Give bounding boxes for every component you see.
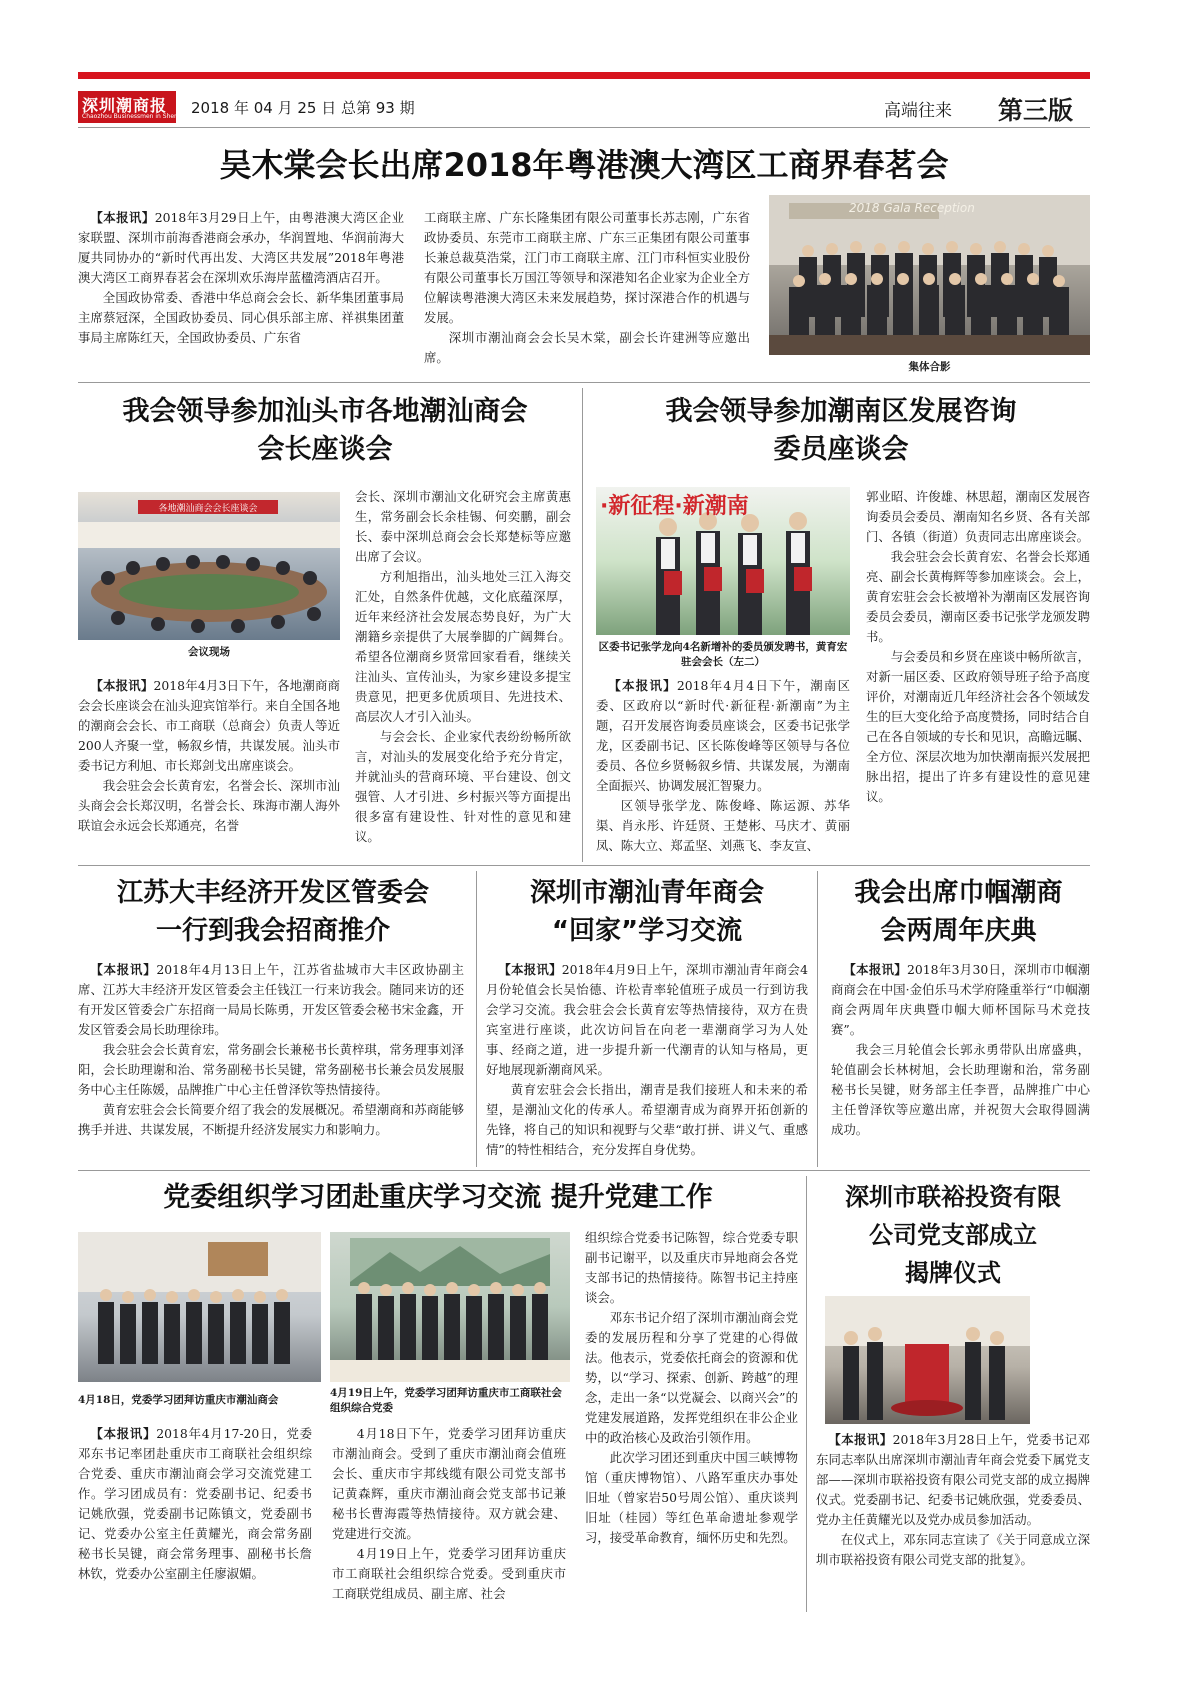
article-7-caption-1: 4月18日，党委学习团拜访重庆市潮汕商会 xyxy=(78,1394,279,1406)
masthead xyxy=(78,91,1090,123)
chongqing-visit-photo-1 xyxy=(78,1232,321,1382)
article-1-col-1 xyxy=(78,208,404,348)
article-7-para-6: 此次学习团还到重庆中国三峡博物馆（重庆博物馆）、八路军重庆办事处旧址（曾家岩50号周公馆）、重庆谈判旧址（桂园）等红色革命遗址参观学习，接受革命教育，缅怀历史和先烈。 xyxy=(585,1450,798,1545)
masthead-rule xyxy=(78,127,1090,128)
ceremony-photo-illustration xyxy=(825,1296,1030,1424)
article-5-tag: 【本报讯】 xyxy=(498,962,562,977)
article-8-para-2: 在仪式上，邓东同志宣读了《关于同意成立深圳市联裕投资有限公司党支部的批复》。 xyxy=(816,1532,1090,1567)
article-6-tag: 【本报讯】 xyxy=(843,962,907,977)
article-2-meeting-photo xyxy=(78,492,340,640)
article-8-ceremony-photo xyxy=(825,1296,1030,1424)
article-7-headline: 党委组织学习团赴重庆学习交流 提升党建工作 xyxy=(163,1182,713,1213)
article-7-col-1 xyxy=(78,1424,312,1584)
article-7-para-1: 【本报讯】2018年4月17-20日，党委邓东书记率团赴重庆市工商联社会组织综合党委、重庆市潮汕商会学习交流党建工作。学习团成员有：党委副书记、纪委书记姚欣强，党委副书记陈镇文，党委副书记、党委办公室主任黄耀光，商会常务副秘书长吴键，商会常务理事、副秘书长詹林钦，党委办公室副主任廖淑媚。 xyxy=(78,1426,313,1581)
article-7-caption-2: 4月19日上午，党委学习团拜访重庆市工商联社会组织综合党委 xyxy=(330,1387,562,1414)
paper-subtitle: Chaozhou Businessmen in Shenzhen xyxy=(82,113,193,120)
article-7-photo-2 xyxy=(330,1232,570,1382)
article-1-caption: 集体合影 xyxy=(908,361,951,373)
article-7-col-2 xyxy=(332,1424,566,1604)
article-8-headline: 深圳市联裕投资有限 公司党支部成立 揭牌仪式 xyxy=(845,1183,1061,1287)
article-2-headline: 我会领导参加汕头市各地潮汕商会 会长座谈会 xyxy=(122,396,528,465)
meeting-photo-illustration xyxy=(78,492,340,640)
article-2-para-2: 我会驻会会长黄育宏，名誉会长、深圳市汕头商会会长郑汉明，名誉会长、珠海市潮人海外联谊会永远会长郑通亮，名誉 xyxy=(78,778,340,833)
article-3-headline: 我会领导参加潮南区发展咨询 委员座谈会 xyxy=(665,396,1017,465)
article-3-para-4: 我会驻会会长黄育宏、名誉会长郑通亮、副会长黄梅辉等参加座谈会。会上，黄育宏驻会会长被增补为潮南区发展咨询委员会委员，潮南区委书记张学龙颁发聘书。 xyxy=(866,549,1090,644)
article-1-para-4: 深圳市潮汕商会会长吴木棠，副会长许建洲等应邀出席。 xyxy=(424,330,750,365)
article-2-para-3: 会长、深圳市潮汕文化研究会主席黄惠生，常务副会长余桂锡、何奕鹏，副会长、泰中深圳总商会会长郑楚标等应邀出席了会议。 xyxy=(355,489,571,564)
article-5-para-1: 【本报讯】2018年4月9日上午，深圳市潮汕青年商会4月份轮值会长吴怡德、许松青率轮值班子成员一行到访我会学习交流。我会驻会会长黄育宏等热情接待，双方在贵宾室进行座谈，此次访问旨在向老一辈潮商学习为人处事、经商之道，进一步提升新一代潮青的认知与格局，更好地展现新潮商风采。 xyxy=(486,962,808,1077)
group-photo-illustration xyxy=(769,195,1090,355)
masthead-red-bar xyxy=(78,72,1090,79)
article-3-para-1: 【本报讯】2018年4月4日下午，潮南区委、区政府以“新时代·新征程·新潮南”为主题，召开发展咨询委员座谈会，区委书记张学龙，区委副书记、区长陈俊峰等区领导与各位委员、各位乡贤畅叙乡情、共谋发展，为潮南全面振兴、协调发展汇智聚力。 xyxy=(596,678,850,793)
article-6-para-1: 【本报讯】2018年3月30日，深圳市巾帼潮商商会在中国·金伯乐马术学府隆重举行“巾帼潮商会两周年庆典暨巾帼大师杯国际马术竞技赛”。 xyxy=(831,962,1091,1037)
article-7-para-2: 4月18日下午，党委学习团拜访重庆市潮汕商会。受到了重庆市潮汕商会值班会长、重庆市宇邦线缆有限公司党支部书记黄森辉，重庆市潮汕商会党支部书记兼秘书长曹海霞等热情接待。双方就会建、党建进行交流。 xyxy=(332,1426,566,1541)
article-8-tag: 【本报讯】 xyxy=(828,1432,893,1447)
article-8-body xyxy=(816,1430,1090,1570)
article-5-headline: 深圳市潮汕青年商会 “回家”学习交流 xyxy=(529,878,764,946)
article-3-para-3: 郭业昭、许俊雄、林思超，潮南区发展咨询委员会委员、潮南知名乡贤、各有关部门、各镇（街道）负责同志出席座谈会。 xyxy=(866,489,1090,544)
article-3-para-2: 区领导张学龙、陈俊峰、陈运源、苏华渠、肖永彤、许廷贤、王楚彬、马庆才、黄丽凤、陈大立、郑孟坚、刘燕飞、李友宣、 xyxy=(596,798,850,853)
article-1-photo-banner: 2018 Gala Reception xyxy=(849,201,975,215)
article-4-para-1: 【本报讯】2018年4月13日上午，江苏省盐城市大丰区政协副主席、江苏大丰经济开发区管委会主任钱江一行来访我会。随同来访的还有开发区管委会广东招商一局局长陈勇，开发区管委会秘书宋金鑫，开发区管委会局长助理徐玮。 xyxy=(78,962,465,1037)
article-4-body xyxy=(78,960,464,1140)
article-7-tag: 【本报讯】 xyxy=(90,1426,157,1441)
chongqing-visit-photo-2 xyxy=(330,1232,570,1382)
article-3-col-1 xyxy=(596,676,850,856)
column-divider-5-6 xyxy=(817,871,818,1167)
article-2-col-1 xyxy=(78,676,340,836)
article-2-caption: 会议现场 xyxy=(188,646,230,658)
article-4-tag: 【本报讯】 xyxy=(90,962,157,977)
article-4-para-2: 我会驻会会长黄育宏，常务副会长兼秘书长黄梓琪，常务理事刘泽阳，会长助理谢和治、常务副秘书长吴键，常务副秘书长兼会员发展服务中心主任陈媛，品牌推广中心主任曾泽钦等热情接待。 xyxy=(78,1042,464,1097)
article-3-caption: 区委书记张学龙向4名新增补的委员颁发聘书，黄育宏驻会会长（左二） xyxy=(598,641,848,668)
article-3-tag: 【本报讯】 xyxy=(608,678,677,693)
paper-logo xyxy=(78,91,193,123)
divider-1 xyxy=(78,382,1090,383)
article-6-headline: 我会出席巾帼潮商 会两周年庆典 xyxy=(854,878,1063,946)
column-divider-2-3 xyxy=(582,388,583,862)
section-name: 高端往来 xyxy=(884,101,952,121)
article-1-para-2: 全国政协常委、香港中华总商会会长、新华集团董事局主席蔡冠深，全国政协委员、同心俱乐部主席、祥祺集团董事局主席陈红天，全国政协委员、广东省 xyxy=(78,290,404,345)
article-4-headline: 江苏大丰经济开发区管委会 一行到我会招商推介 xyxy=(116,878,429,946)
article-7-para-4: 组织综合党委书记陈智，综合党委专职副书记谢平，以及重庆市异地商会各党支部书记的热情接待。陈智书记主持座谈会。 xyxy=(585,1230,798,1305)
divider-3 xyxy=(78,1170,1090,1171)
article-7-para-5: 邓东书记介绍了深圳市潮汕商会党委的发展历程和分享了党建的心得做法。他表示，党委依托商会的资源和优势，以“学习、探索、创新、跨越”的理念，走出一条“以党凝会、以商兴会”的党建发展道路，发挥党组织在非公企业中的政治核心及政治引领作用。 xyxy=(585,1310,798,1445)
article-2-photo-banner: 各地潮汕商会会长座谈会 xyxy=(158,504,258,514)
article-2-para-1: 【本报讯】2018年4月3日下午，各地潮商商会会长座谈会在汕头迎宾馆举行。来自全国各地的潮商会会长、市工商联（总商会）负责人等近200人齐聚一堂，畅叙乡情，共谋发展。汕头市委书记方利旭、市长郑剑戈出席座谈会。 xyxy=(78,678,340,773)
divider-2 xyxy=(78,865,1090,866)
article-7-para-3: 4月19日上午，党委学习团拜访重庆市工商联社会组织综合党委。受到重庆市工商联党组成员、副主席、社会 xyxy=(332,1546,566,1601)
article-8-para-1: 【本报讯】2018年3月28日上午，党委书记邓东同志率队出席深圳市潮汕青年商会党委下属党支部——深圳市联裕投资有限公司党支部的成立揭牌仪式。党委副书记、纪委书记姚欣强，党委委员、党办主任黄耀光以及党办成员参加活动。 xyxy=(816,1432,1091,1527)
article-3-para-5: 与会委员和乡贤在座谈中畅所欲言，对新一届区委、区政府领导班子给予高度评价，对潮南近几年经济社会各个领域发生的巨大变化给予高度赞扬，同时结合自己在各自领域的专长和见识，高瞻远瞩、全方位、深层次地为加快潮南振兴发展把脉出招，提出了许多有建设性的意见建议。 xyxy=(866,649,1090,804)
page-number: 第三版 xyxy=(998,96,1074,125)
article-1-group-photo xyxy=(769,195,1090,355)
article-1-tag: 【本报讯】 xyxy=(90,210,155,225)
article-4-para-3: 黄育宏驻会会长简要介绍了我会的发展概况。希望潮商和苏商能够携手并进、共谋发展，不断提升经济发展实力和影响力。 xyxy=(78,1102,464,1137)
article-1-headline: 吴木棠会长出席2018年粤港澳大湾区工商界春茗会 xyxy=(219,146,949,184)
article-2-para-5: 与会会长、企业家代表纷纷畅所欲言，对汕头的发展变化给予充分肯定，并就汕头的营商环境、平台建设、创文强管、人才引进、乡村振兴等方面提出很多富有建设性、针对性的意见和建议。 xyxy=(355,729,571,844)
article-5-body xyxy=(486,960,808,1160)
article-1-para-1: 【本报讯】2018年3月29日上午，由粤港澳大湾区企业家联盟、深圳市前海香港商会承办，华润置地、华润前海大厦共同协办的“新时代再出发、大湾区共发展”2018年粤港澳大湾区工商界春茗会在深圳欢乐海岸蓝楹湾酒店召开。 xyxy=(78,210,405,285)
article-1-col-2 xyxy=(424,208,750,368)
article-1-para-3: 工商联主席、广东长隆集团有限公司董事长苏志刚，广东省政协委员、东莞市工商联主席、广东三正集团有限公司董事长兼总裁莫浩棠，江门市工商联主席、江门市科恒实业股份有限公司董事长万国江等领导和深港知名企业家为企业全方位解读粤港澳大湾区未来发展趋势，探讨深港合作的机遇与发展。 xyxy=(424,210,750,325)
article-6-para-2: 我会三月轮值会长郭永勇带队出席盛典，轮值副会长林树旭，会长助理谢和治，常务副秘书长吴键，财务部主任李晋，品牌推广中心主任曾泽钦等应邀出席，并祝贺大会取得圆满成功。 xyxy=(831,1042,1090,1137)
column-divider-4-5 xyxy=(476,871,477,1167)
column-divider-7-8 xyxy=(806,1176,807,1612)
issue-date: 2018 年 04 月 25 日 总第 93 期 xyxy=(191,99,415,117)
article-2-para-4: 方利旭指出，汕头地处三江入海交汇处，自然条件优越，文化底蕴深厚，近年来经济社会发展态势良好，为广大潮籍乡亲提供了大展拳脚的广阔舞台。希望各位潮商乡贤常回家看看，继续关注汕头、宣传汕头，为家乡建设多提宝贵意见，把更多优质项目、先进技术、高层次人才引入汕头。 xyxy=(355,569,571,724)
article-2-tag: 【本报讯】 xyxy=(90,678,154,693)
article-3-award-photo xyxy=(596,487,850,635)
article-7-photo-1 xyxy=(78,1232,321,1382)
article-5-para-2: 黄育宏驻会会长指出，潮青是我们接班人和未来的希望，是潮汕文化的传承人。希望潮青成为商界开拓创新的先锋，将自己的知识和视野与父辈“敢打拼、讲义气、重感情”的特性相结合，充分发挥自身优势。 xyxy=(486,1082,808,1157)
article-6-body xyxy=(831,960,1090,1140)
article-3-photo-banner: ·新征程·新潮南 xyxy=(600,494,749,519)
article-2-col-2 xyxy=(355,487,571,847)
article-7-col-3 xyxy=(585,1228,798,1548)
paper-name: 深圳潮商报 xyxy=(82,96,168,115)
article-3-col-2 xyxy=(866,487,1090,807)
